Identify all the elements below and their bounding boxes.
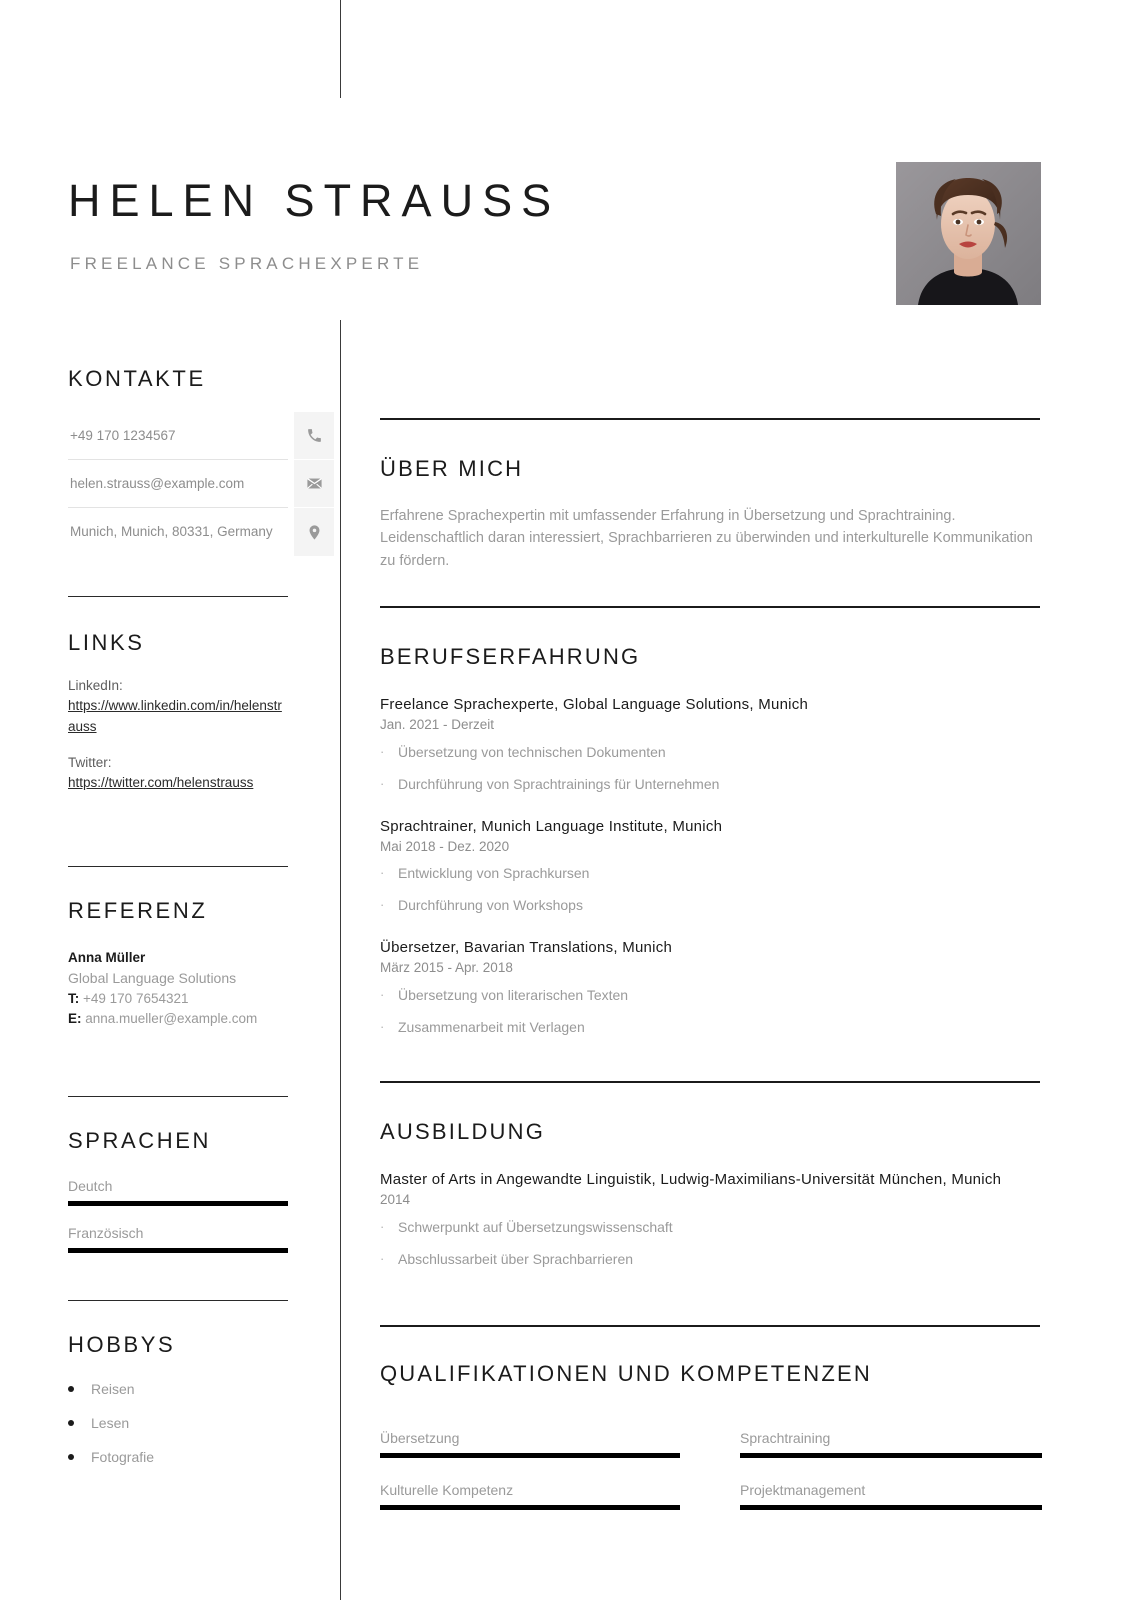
job-title: Sprachtrainer, Munich Language Institute, Munich — [380, 817, 723, 835]
language-level-bar — [68, 1248, 288, 1253]
education-item — [380, 1170, 1042, 1270]
links-heading: LINKS — [68, 630, 145, 655]
hobbies-list — [68, 1382, 288, 1484]
hobby-label: Lesen — [91, 1415, 130, 1431]
education-bullet: Schwerpunkt auf Übersetzungswissenschaft — [398, 1218, 673, 1235]
job-title: Freelance Sprachexperte, Global Language Solutions, Munich — [380, 696, 809, 713]
job-date: Jan. 2021 - Derzeit — [380, 717, 495, 733]
skill-item — [380, 1428, 680, 1458]
skill-item — [740, 1480, 1042, 1510]
contacts-list — [68, 412, 288, 556]
sidebar-divider-3 — [68, 1096, 288, 1097]
experience-item — [380, 817, 1042, 917]
reference-details — [68, 948, 288, 1028]
reference-email-value: anna.mueller@example.com — [85, 1010, 258, 1026]
main-divider-1 — [380, 418, 1040, 420]
experience-item — [380, 938, 1042, 1038]
job-bullet: Übersetzung von technischen Dokumenten — [398, 743, 666, 760]
sidebar-section-reference — [68, 900, 288, 922]
skill-item — [740, 1428, 1042, 1458]
sidebar-section-languages — [68, 1130, 288, 1152]
link-url-twitter[interactable]: https://twitter.com/helenstrauss — [68, 775, 254, 790]
language-level-bar — [68, 1201, 288, 1206]
link-url-linkedin[interactable]: https://www.linkedin.com/in/helenstrauss — [68, 698, 282, 734]
education-list — [380, 1170, 1042, 1292]
language-item — [68, 1223, 288, 1253]
language-item — [68, 1176, 288, 1206]
job-title: Übersetzer, Bavarian Translations, Munich — [380, 939, 673, 956]
skill-name: Sprachtraining — [740, 1430, 831, 1446]
list-item — [380, 1217, 1042, 1238]
links-list — [68, 676, 288, 809]
education-heading: AUSBILDUNG — [380, 1119, 546, 1144]
sidebar-divider-4 — [68, 1300, 288, 1301]
job-bullet: Durchführung von Workshops — [398, 897, 583, 913]
link-label-linkedin: LinkedIn: — [68, 678, 123, 693]
contact-address-text: Munich, Munich, 80331, Germany — [70, 524, 273, 540]
language-name: Deutch — [68, 1178, 113, 1194]
job-bullet: Übersetzung von literarischen Texten — [398, 986, 629, 1003]
education-date: 2014 — [380, 1192, 411, 1208]
bullet-dot-icon: · — [380, 1018, 385, 1034]
job-bullet: Zusammenarbeit mit Verlagen — [398, 1018, 585, 1035]
reference-heading: REFERENZ — [68, 898, 208, 923]
reference-phone-row — [68, 989, 288, 1009]
bullet-dot-icon: · — [380, 1218, 385, 1234]
about-heading: ÜBER MICH — [380, 456, 524, 481]
main-divider-3 — [380, 1081, 1040, 1083]
hobby-label: Reisen — [91, 1381, 135, 1397]
bullet-dot-icon: · — [380, 743, 385, 759]
about-body — [380, 505, 1042, 572]
main-section-about — [380, 458, 1042, 480]
link-item — [68, 676, 288, 737]
hobby-label: Fotografie — [91, 1449, 155, 1465]
skill-name: Übersetzung — [380, 1430, 460, 1446]
bullet-dot-icon: · — [380, 775, 385, 791]
skill-item — [380, 1480, 680, 1510]
portrait-photo-icon — [896, 162, 1041, 305]
contact-phone[interactable] — [68, 412, 288, 460]
sidebar-section-hobbies — [68, 1334, 288, 1356]
main-divider-4 — [380, 1325, 1040, 1327]
languages-list — [68, 1176, 288, 1270]
list-item — [380, 985, 1042, 1006]
experience-list — [380, 695, 1042, 1060]
main-divider-2 — [380, 606, 1040, 608]
location-pin-icon — [294, 508, 334, 556]
skill-level-bar — [740, 1505, 1042, 1510]
experience-heading: BERUFSERFAHRUNG — [380, 644, 641, 669]
skill-name: Kulturelle Kompetenz — [380, 1482, 514, 1498]
sidebar-divider-1 — [68, 596, 288, 597]
language-name: Französisch — [68, 1225, 144, 1241]
sidebar-section-links — [68, 632, 288, 654]
list-item — [380, 895, 1042, 916]
reference-name: Anna Müller — [68, 950, 146, 965]
skills-heading: QUALIFIKATIONEN UND KOMPETENZEN — [380, 1361, 872, 1386]
avatar — [896, 162, 1041, 305]
bullet-dot-icon: · — [380, 897, 385, 912]
education-title: Master of Arts in Angewandte Linguistik, Ludwig-Maximilians-Universität München, Munich — [380, 1171, 1002, 1188]
bullet-dot-icon — [68, 1454, 74, 1460]
sidebar-divider-2 — [68, 866, 288, 867]
list-item — [68, 1416, 288, 1430]
main-section-skills — [380, 1363, 1042, 1385]
about-text: Erfahrene Sprachexpertin mit umfassender Erfahrung in Übersetzung und Sprachtraining. Leidenschaftlich daran interessiert, Sprachbarrieren zu überwinden und interkulturelle Kommunikation zu fördern. — [380, 508, 1033, 569]
list-item — [68, 1382, 288, 1396]
contact-email-text: helen.strauss@example.com — [70, 475, 245, 491]
bullet-dot-icon: · — [380, 1250, 385, 1266]
reference-phone-value: +49 170 7654321 — [83, 991, 189, 1007]
list-item — [68, 1450, 288, 1464]
resume-header — [0, 0, 1130, 320]
skill-level-bar — [380, 1505, 680, 1510]
hobbies-heading: HOBBYS — [68, 1332, 176, 1357]
education-bullet: Abschlussarbeit über Sprachbarrieren — [398, 1250, 634, 1267]
list-item — [380, 774, 1042, 795]
envelope-icon — [294, 460, 334, 507]
job-subtitle: FREELANCE SPRACHEXPERTE — [70, 254, 424, 273]
job-date: Mai 2018 - Dez. 2020 — [380, 838, 510, 854]
bullet-dot-icon — [68, 1420, 74, 1426]
experience-item — [380, 695, 1042, 795]
contacts-heading: KONTAKTE — [68, 366, 206, 391]
job-bullet: Durchführung von Sprachtrainings für Unternehmen — [398, 775, 720, 792]
main-section-education — [380, 1121, 1042, 1143]
bullet-dot-icon: · — [380, 986, 385, 1002]
bullet-dot-icon: · — [380, 865, 385, 880]
main-section-experience — [380, 646, 1042, 668]
contact-phone-text: +49 170 1234567 — [70, 427, 176, 443]
job-date: März 2015 - Apr. 2018 — [380, 960, 513, 976]
skill-name: Projektmanagement — [740, 1482, 866, 1498]
job-bullet: Entwicklung von Sprachkursen — [398, 865, 590, 881]
list-item — [380, 1017, 1042, 1038]
skills-grid — [380, 1428, 1042, 1510]
reference-phone-label: T: — [68, 991, 80, 1007]
contact-address[interactable] — [68, 508, 288, 556]
list-item — [380, 742, 1042, 763]
bullet-dot-icon — [68, 1386, 74, 1392]
page-title: HELEN STRAUSS — [68, 175, 561, 226]
sidebar-section-contacts — [68, 368, 288, 390]
contact-email[interactable] — [68, 460, 288, 508]
skill-level-bar — [380, 1453, 680, 1458]
phone-icon — [294, 412, 334, 459]
list-item — [380, 863, 1042, 884]
link-item — [68, 753, 288, 794]
skill-level-bar — [740, 1453, 1042, 1458]
column-divider-bottom — [340, 320, 341, 1600]
reference-org: Global Language Solutions — [68, 970, 237, 987]
languages-heading: SPRACHEN — [68, 1128, 212, 1153]
list-item — [380, 1249, 1042, 1270]
reference-email-row — [68, 1009, 288, 1029]
link-label-twitter: Twitter: — [68, 754, 112, 770]
reference-email-label: E: — [68, 1010, 82, 1026]
